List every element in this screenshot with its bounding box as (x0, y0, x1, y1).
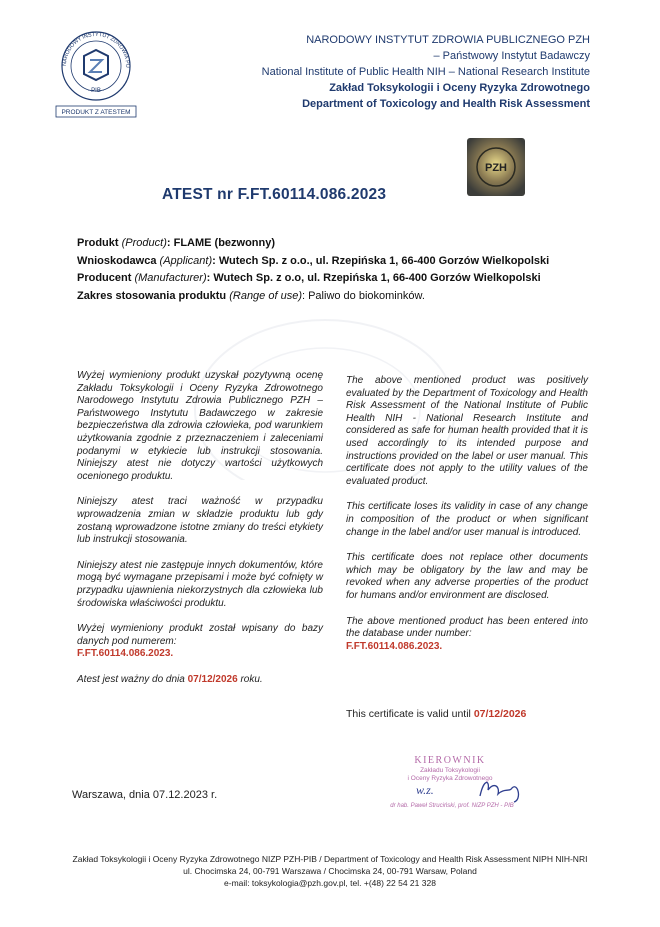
pl-database-text: Wyżej wymieniony produkt został wpisany do bazy danych pod numerem: (77, 623, 323, 647)
en-paragraph-3: This certificate does not replace other documents which may be obligatory by the law and may be revoked when any adverse properties of the product for humans and/or environment are disclosed. (346, 552, 588, 601)
footer-line-3: e-mail: toksykologia@pzh.gov.pl, tel. +(48) 22 54 21 328 (224, 878, 436, 888)
manufacturer-label: Producent (77, 272, 132, 284)
hologram-sticker (466, 137, 526, 197)
en-valid-date: 07/12/2026 (473, 708, 527, 720)
pl-valid-suffix: roku. (240, 673, 263, 685)
applicant-value: : Wutech Sp. z o.o., ul. Rzepińska 1, 66-400 Gorzów Wielkopolski (212, 254, 550, 267)
header-line-2: – Państwowy Instytut Badawczy (433, 50, 590, 62)
pzh-logo (48, 28, 144, 118)
range-row (77, 288, 549, 306)
product-value: : FLAME (bezwonny) (166, 237, 276, 249)
pl-paragraph-2: Niniejszy atest traci ważność w przypadku wprowadzenia zmian w składzie produktu lub gdy zostaną wprowadzone istotne zmiany do treści etykiety lub instrukcji stosowania. (77, 496, 323, 546)
en-paragraph-2: This certificate loses its validity in case of any change in composition of the product or when significant change in the label and/or user manual is introduced. (346, 501, 588, 538)
pl-valid-date: 07/12/2026 (187, 673, 238, 685)
logo-pib: · PIB · (87, 88, 105, 94)
footer (0, 853, 660, 889)
logo-ring-text: NARODOWY INSTYTUT ZDROWIA PU (61, 31, 131, 68)
svg-text:NARODOWY INSTYTUT ZDROWIA PUBL (48, 28, 130, 68)
pl-paragraph-1: Wyżej wymieniony produkt uzyskał pozytywną ocenę Zakładu Toksykologii i Oceny Ryzyka Zdrowotnego Narodowego Instytutu Zdrowia Publicznego PZH – Państwowego Instytutu Badawczego w zakresie bezpieczeństwa dla zdrowia człowieka, pod warunkiem użytkowania zgodnie z przeznaczeniem i zaleceniami podanymi w etykiecie lub instrukcji stosowania. Niniejszy atest nie dotyczy wartości użytkowych ocenionego produktu. (77, 370, 323, 482)
polish-column (77, 370, 323, 699)
logo-label: PRODUKT Z ATESTEM (61, 109, 131, 116)
director-stamp (372, 752, 562, 812)
manufacturer-row (77, 270, 549, 288)
header-line-3: National Institute of Public Health NIH – National Research Institute (261, 66, 590, 78)
certificate-title: ATEST nr F.FT.60114.086.2023 (162, 186, 387, 203)
range-value: : Paliwo do biokominków. (301, 289, 425, 302)
product-row (77, 235, 549, 253)
pl-paragraph-3: Niniejszy atest nie zastępuje innych dokumentów, które mogą być wymagane przepisami i może być cofnięty w przypadku ujawnienia niekorzystnych dla człowieka lub środowiska właściwości produktu. (77, 559, 323, 609)
en-certificate-number: F.FT.60114.086.2023. (346, 640, 443, 652)
manufacturer-label-en: (Manufacturer) (134, 272, 207, 284)
stamp-signature: w.z. (416, 783, 434, 797)
stamp-line-1: Zakładu Toksykologii (420, 767, 480, 774)
footer-line-2: ul. Chocimska 24, 00-791 Warszawa / Chocimska 24, 00-791 Warsaw, Poland (183, 866, 477, 876)
pl-certificate-number: F.FT.60114.086.2023. (77, 648, 174, 660)
en-validity (346, 708, 526, 720)
stamp-signature-icon (372, 752, 562, 812)
product-info (77, 235, 549, 305)
product-label: Produkt (77, 237, 119, 249)
hologram-icon (466, 137, 526, 197)
applicant-label: Wnioskodawca (77, 254, 157, 267)
en-valid-prefix: This certificate is valid until (346, 708, 471, 720)
issue-date: Warszawa, dnia 07.12.2023 r. (72, 789, 218, 801)
pzh-seal-icon (48, 28, 144, 118)
english-column (346, 375, 588, 666)
institute-header (262, 32, 590, 112)
manufacturer-value: : Wutech Sp. z o.o, ul. Rzepińska 1, 66-400 Gorzów Wielkopolski (206, 272, 541, 284)
product-label-en: (Product) (121, 237, 167, 249)
header-line-1: NARODOWY INSTYTUT ZDROWIA PUBLICZNEGO PZH (306, 34, 590, 46)
footer-line-1: Zakład Toksykologii i Oceny Ryzyka Zdrowotnego NIZP PZH-PIB / Department of Toxicology and Health Risk Assessment NIPH NIH-NRI (72, 854, 588, 864)
applicant-row (77, 253, 549, 271)
stamp-name: dr hab. Paweł Struciński, prof. NIZP PZH - PIB (390, 803, 514, 809)
pl-valid-prefix: Atest jest ważny do dnia (77, 673, 185, 685)
range-label: Zakres stosowania produktu (77, 289, 227, 302)
applicant-label-en: (Applicant) (159, 254, 213, 267)
header-line-4: Zakład Toksykologii i Oceny Ryzyka Zdrowotnego (329, 82, 590, 94)
header-line-5: Department of Toxicology and Health Risk Assessment (302, 98, 590, 110)
hologram-text: PZH (485, 162, 507, 174)
pl-paragraph-4 (77, 623, 323, 661)
stamp-line-2: i Oceny Ryzyka Zdrowotnego (407, 775, 493, 782)
stamp-title: KIEROWNIK (414, 755, 486, 766)
en-paragraph-1: The above mentioned product was positively evaluated by the Department of Toxicology and Health Risk Assessment of the National Institute of Public Health NIH - National Research Institute and considered as safe for human health provided that it is used accordingly to its intended purpose and instructions provided on the label or user manual. This certificate does not apply to the utility values of the evaluated product. (346, 375, 588, 487)
en-database-text: The above mentioned product has been entered into the database under number: (346, 615, 588, 640)
range-label-en: (Range of use) (229, 289, 302, 302)
en-paragraph-4 (346, 616, 588, 654)
pl-validity (77, 674, 323, 687)
